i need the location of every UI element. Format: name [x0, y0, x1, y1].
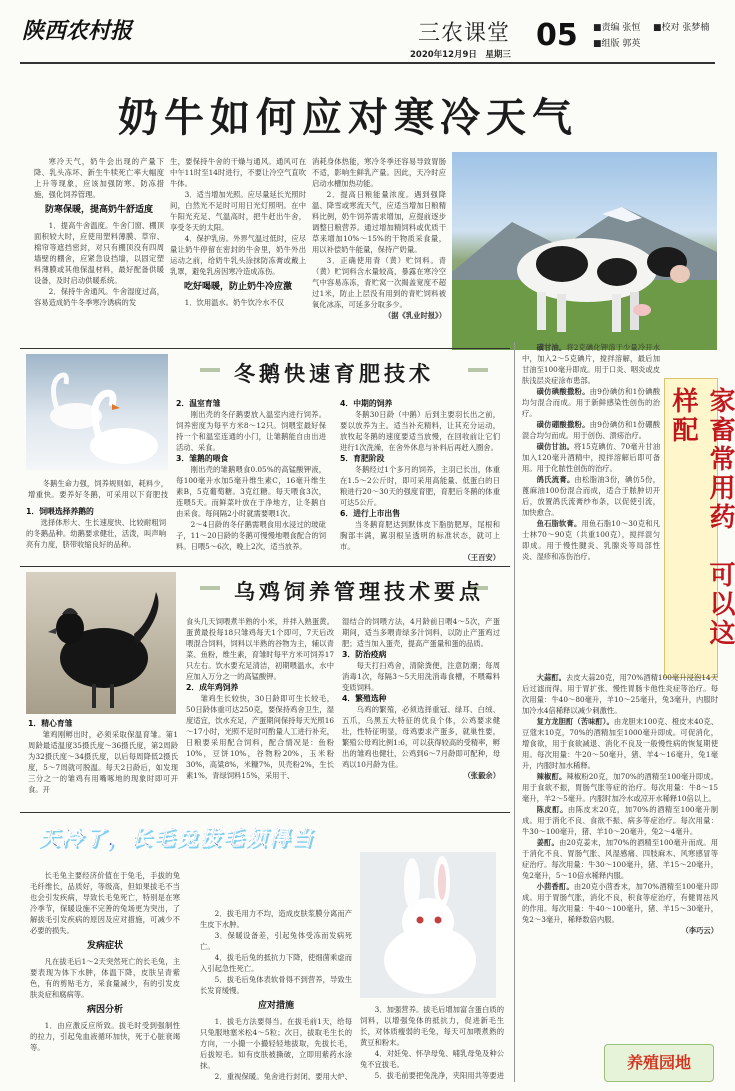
lead-subhead-2: 吃好喝暖，防止奶牛冷应激 [183, 282, 292, 292]
page-number: 05 [536, 18, 578, 53]
goose-title-bar [200, 368, 220, 372]
medicine-item-name: 磺甘油。 [536, 343, 567, 352]
cow-photo [452, 152, 717, 350]
medicine-item-name: 磺仿甘油。 [536, 442, 574, 451]
swan-illustration [26, 354, 168, 470]
chicken-article [20, 566, 510, 809]
medicine-item [522, 518, 660, 562]
goose-para: 冬鹅经过1个多月的饲养，主羽已长出，体重在1.5～2公斤时，即可采用高能量、低蛋白的日粮进行20～30天的强度育肥，育肥后冬鹅的体重可达5公斤。 [340, 465, 500, 507]
goose-para: 当冬鹅育肥达到默体皮下脂肪肥厚，尾根和胸部丰满，翼羽根呈透明的标准状态，就可上市。 [340, 520, 500, 551]
chicken-para: 湿结合的饲喂方法，4月龄前日喂4～5次，产蛋期间，适当多喂青绿多汁饲料，以防止产蛋鸡过肥；适当加入蛋壳，提高产蛋量和蛋的品质。 [342, 617, 500, 648]
chicken-source: （张毅余） [463, 771, 500, 780]
rabbit-article [20, 812, 510, 1082]
medicine-item-name: 大蒜酊。 [536, 673, 567, 682]
chicken-para: 雏鸡刚孵出时，必须采取保温育雏。第1周龄最适温度35摄氏度～36摄氏度，第2周龄为32摄氏度～34摄氏度，以后每周降低2摄氏度，5～7周就可脱温。每天2日龄后，如发现三分之一的雏鸡有用嘴啄地的现象时即可开食。开 [28, 730, 178, 794]
rabbit-title: 天冷了，长毛兔拔毛须得当 [38, 826, 314, 850]
medicine-item [522, 342, 660, 386]
medicine-item-text: 辣椒粉20克，加70%的酒精至100毫升即成。用于食欲不振，胃肠气胀等症的治疗。每次用量：牛8～15毫升，羊2～5毫升。内服时加冷水或凉开水稀释10倍以上。 [522, 772, 718, 803]
goose-subhead: 6．进行上市出售 [340, 509, 401, 518]
rabbit-para: 2．拔毛用力不均，造成皮肤浆膜分离而产生皮下水肿。 [200, 909, 352, 929]
column-divider [514, 342, 515, 1082]
medicine-item [522, 474, 660, 518]
medicine-list-continued [522, 672, 718, 1042]
section-divider [20, 348, 510, 349]
medicine-item-name: 辣椒酊。 [536, 772, 567, 781]
rabbit-para: 5．拔毛前要把兔洗净，夹阳用共等要进 [374, 1071, 504, 1080]
goose-title-strip [200, 358, 490, 398]
section-title: 三农课堂 [418, 21, 511, 46]
goose-para: 刚出壳的雏鹅喂食0.05%的高锰酸钾液，每100毫升水加5毫升维生素C，16毫升维生素B，5克葡萄糖。3克红糖。每天喂食3次，连喂5天。而鲜菜叶放在于净地方，让冬鹅自由采食。每间隔2小时就需要喂1次。 [176, 465, 326, 518]
lead-para: 4．保护乳房。外界气温过低时，应尽量让奶牛停留在密封的牛舍里，奶牛外出运动之前，给奶牛乳头涂抹防冻膏或戴上乳罩，避免乳房因寒冷造成冻伤。 [170, 234, 306, 276]
rabbit-para: 4．对妊兔、怀孕母兔、哺乳母兔及种公兔不宜拔毛。 [360, 1049, 504, 1069]
lead-title: 奶牛如何应对寒冷天气 [118, 95, 578, 141]
medicine-item [522, 881, 718, 925]
lead-intro: 寒冷天气，奶牛会出现的产量下降、乳头冻坏、新生牛犊死亡率大幅度上升等现象，应该加强防寒、防冻措施，强化饲养管理。 [34, 157, 164, 199]
rabbit-col3 [360, 1004, 504, 1080]
rabbit-subhead: 发病症状 [86, 941, 123, 951]
goose-article [20, 348, 510, 563]
medicine-item [522, 386, 660, 419]
medicine-item [522, 837, 718, 881]
goose-title: 冬鹅快速育肥技术 [234, 362, 434, 386]
goose-para: 刚出壳的冬仔鹅要放入温室内进行饲养。饲养密度为每平方米8～12只。饲喂室最好保持一个和温室连通的小门，让雏鹅能自由出进活动、采食。 [176, 410, 326, 452]
cow-illustration [452, 152, 717, 350]
lead-para: 3．适当增加光照。应尽量延长光照时间，白然光不足时可用日光灯照明。在中午阳光充足、气温高时，把牛赶出牛舍，享受冬天的太阳。 [170, 190, 306, 232]
newspaper-logo: 陕西农村报 [22, 18, 133, 44]
goose-col3 [340, 398, 500, 563]
lead-col3 [312, 156, 446, 356]
medicine-item-text: 由20克姜末，加70%的酒精至100毫升而成。用于消化不良、胃肠气胀、风湿感痛、四肢麻木、风寒感冒等症治疗。每次用量：牛30～100毫升，猪、羊15～20毫升，兔2毫升，5～10倍水稀释内服。 [522, 838, 718, 880]
medicine-item-text: 去皮大蒜20克，用70%酒精100毫升浸泡14天后过滤而得。用于胃扩张、慢性胃肠卡他性炎症等治疗。每次用量：牛40～80毫升，羊10～25毫升，兔3毫升，内服时加冷水4倍稀释以减少刺激性。 [522, 673, 718, 715]
lead-para: 2．保持牛舍通风。牛舍湿度过高，容易造成奶牛冬季寒冷诱病的发 [34, 287, 164, 307]
chicken-para: 雏鸡生长较快，30日龄即可生长较毛，50日龄体重可达250克，要保持鸡舍卫生，湿度适宜，饮水充足，产蛋期间保持每天光照16～17小时，光照不足时可酌量人工进行补充，日粮要采用配合饲料，配合情况是：鱼粉10%，豆饼10%，谷物粉20%，玉米粉30%，高粱8%，米糠7%，贝壳粉2%，生长素1%，青绿饲料15%，采用干、 [186, 694, 334, 780]
chicken-subhead: 4．繁殖选种 [342, 694, 387, 703]
chicken-col3 [342, 616, 500, 808]
goose-subhead: 3．雏鹅的喂食 [176, 454, 229, 463]
swan-photo [26, 354, 168, 470]
medicine-item-name: 姜酊。 [536, 838, 559, 847]
rabbit-para: 5．拔毛后兔体表软骨得不到营养，导致生长发育缓慢。 [200, 975, 352, 995]
rabbit-para: 4．拔毛后兔的抵抗力下降，使细菌乘虚而入引起急性死亡。 [200, 953, 352, 973]
goose-col1 [26, 506, 166, 562]
layout-credit: ■组版 郭英 [593, 39, 641, 49]
editor-credit: ■责编 张恒 [593, 23, 641, 33]
medicine-item [522, 804, 718, 837]
rabbit-para: 凡在拔毛后1～2天突然死亡的长毛兔，主要表现为体下水肿，体温下降，皮肤呈青紫色，有的剪贴毛方，采食量减少，有的引发皮肤炎症和腐病等。 [30, 957, 180, 999]
chicken-col2 [186, 616, 334, 808]
chicken-para: 乌鸡的繁殖，必须选择重冠、绿耳、白绒、五爪，乌黑五大特征的优良个体，公鸡要求健壮，性特征明显，母鸡要求产蛋多，就巢性要，繁殖公母鸡比例1:6，可以获得较高的受精率，孵出的雏鸡也健壮，公鸡到6～7月龄即可配种，母鸡以10月龄为佳。 [342, 705, 500, 769]
goose-source: （王百安） [463, 553, 500, 562]
rabbit-subhead: 病因分析 [86, 1005, 123, 1015]
goose-para: 选择体形大、生长速度快、比较耐粗饲的冬鹅品种。幼鹅要求健壮，活泼，叫声响亮有力度，脐带收缩良好的品种。 [26, 518, 166, 549]
masthead [0, 0, 735, 62]
section-divider [20, 812, 510, 813]
lead-para: 生，要保持牛舍的干燥与通风。通风可在中午11时至14时进行，不要让冷空气直吹牛体。 [170, 157, 306, 188]
medicine-item-name: 陈皮酊。 [536, 805, 568, 814]
rabbit-subhead: 应对措施 [257, 1001, 294, 1011]
lead-para: 1．提高牛舍温度。牛舍门窗、棚顶面积较大时，应使用塑料薄膜、草帘、棉帘等遮挡密封，对只有棚顶没有四周墙壁的棚舍，应紧急设挡墙，以固定塑料薄膜或其他保温材料，最好配备供暖设备，及时启动供暖系统。 [34, 221, 164, 285]
medicine-item [522, 771, 718, 804]
chicken-title-bar [200, 586, 220, 590]
medicine-item-name: 鸽氏流膏。 [536, 475, 575, 484]
chicken-para: 食头几天饲喂煮半熟的小米，并拌入熟蛋黄。蛋黄最投每18只雏鸡每天1个即可，7天后改喂混合饲料，饲料以半熟的谷物为主，辅以青菜、鱼粉，维生素，育雏时每平方米可饲养17只左右。饮水要充足清洁，初期喂温水，水中应加入万分之一的高锰酸钾。 [186, 617, 334, 681]
farm-badge-label: 养殖园地 [626, 1053, 691, 1072]
medicine-item-text: 由龙胆末100克、橙皮末40克、豆蔻末10克，70%的酒精加至1000毫升即成。可促消化，增食欲，用于食欲减退、消化不良及一般慢性病的恢复期使用。每次用量：牛20～50毫升，猪、羊4～16毫升，兔1毫升，内服时加水稀释。 [522, 717, 718, 770]
black-chicken-photo [26, 572, 176, 714]
goose-subhead: 2．温室育雏 [176, 399, 221, 408]
medicine-item-name: 复方龙胆酊（苦味酊）。 [536, 717, 614, 726]
lead-para: 消耗身体热能，寒冷冬季还容易导致胃肠不适，影响生鲜乳产量。因此，天冷时应启动水槽加热功能。 [312, 157, 446, 188]
medicine-list [522, 342, 660, 672]
rabbit-photo [360, 852, 496, 998]
medicine-item-name: 磺仿碘酸撒粉。 [536, 387, 590, 396]
goose-subhead: 1．饲喂选择养鹅的 [26, 507, 94, 516]
medicine-item-name: 磺仿硼酸撒粉。 [536, 420, 590, 429]
medicine-title-box [664, 378, 735, 678]
medicine-item-text: 由9份碘仿和1份硼酸混合均匀而成。用于创伤、溃疡治疗。 [522, 420, 660, 440]
medicine-item-text: 由9份碘仿和1份碘酸均匀混合而成。用于新鲜感染性创伤的治疗。 [522, 387, 660, 418]
rabbit-para: 3．加强营养。拔毛后增加富含蛋白质的饲料，以增强兔体的抵抗力，促进新毛生长，对体质瘦弱的毛兔，每天可加喂煮熟的黄豆和粉末。 [360, 1005, 504, 1047]
rabbit-col2 [200, 908, 352, 1080]
medicine-item [522, 419, 660, 441]
chicken-col1 [28, 718, 178, 808]
medicine-title: 家畜常用药 可以这样配 [668, 387, 735, 648]
date-line: 2020年12月9日 星期三 [410, 50, 511, 60]
chicken-illustration [26, 572, 176, 714]
medicine-item [522, 441, 660, 474]
lead-para: 3．正确使用青（黄）贮饲料。青（黄）贮饲料含水量较高，暴露在寒冷空气中容易冻冻，青贮窝一次揭盖宽度不超过1米，防止上层没有用到的青贮饲料被氧化冰冻，可延多分取多少。 [312, 256, 446, 309]
rabbit-para: 1．拔毛方法要得当。在拔毛前1天，给每只兔服地塞米松4～5粒；次日，拔取毛生长的方向，一小撮一小撮轻轻地拔取，先拔长毛，后拔短毛。如有皮肤被撕破，立即用紫药水涂抹。 [200, 1017, 352, 1070]
chicken-title: 乌鸡饲养管理技术要点 [234, 580, 484, 604]
lead-subhead-1: 防寒保暖，提高奶牛舒适度 [44, 205, 153, 215]
rabbit-para: 2．重视保暖。兔舍进行封闭，要用大炉、 [214, 1072, 352, 1080]
goose-para: 2～4日龄的冬仔鹅需喂食用水浸过的玻砒子，11～20日龄的冬鹅可慢慢地喂食配合的饲料。日喂5～6次，晚上2次，适当放养。 [176, 520, 326, 551]
goose-title-bar [468, 368, 488, 372]
medicine-item-text: 由陈皮末20克，加70%的酒精至100毫升制成。用于消化不良、食欲不振、病多等症治疗。每次用量：牛30～100毫升，猪、羊10～20毫升，兔2～4毫升。 [522, 805, 718, 836]
medicine-item-text: 由20克小茴香末，加70%酒精至100毫升即成。用于胃肠气胀，消化不良，积食等症治疗，有健胃祛风的作用。每次用量：牛40～100毫升，猪、羊15～30毫升，兔2～3毫升，稀释数倍内服。 [522, 882, 718, 924]
farm-badge [604, 1044, 714, 1082]
chicken-title-strip [200, 576, 490, 616]
lead-article [0, 66, 735, 342]
medicine-article [514, 342, 735, 1087]
rabbit-para: 1．由应激反应所致。拔毛时受到强制性的拉力，引起兔血液循环加快，死于心脏衰竭等。 [30, 1021, 180, 1052]
lead-col2 [170, 156, 306, 356]
medicine-item [522, 716, 718, 771]
lead-source: （据《乳业时报》） [383, 311, 446, 320]
medicine-item-text: 将2克碘化钾溶于少量冷开水中，加入2～5克碘片，搅拌溶解，最后加甘油至100毫升即成。用于口炎、咽炎或皮肤浅层炎症涂布患部。 [522, 343, 660, 385]
masthead-rule [20, 62, 715, 64]
medicine-item-text: 用鱼石脂10～30克和凡士林70～90克（共重100克），搅拌混匀即成。用于慢性腱炎、乳腺炎等局部性炎、湿疹和冻伤治疗。 [522, 519, 660, 561]
chicken-subhead: 3．防治疫病 [342, 650, 387, 659]
lead-para: 2．提高日粮能量浓度。遇到强降温、降雪或寒流天气，应适当增加日粮精料比例，奶牛饲养需求增加，应提前逐步调整日粮营养。通过增加精饲料或优质干草来增加10%～15%的干物质采食量，用以补偿奶牛能量，保持产奶量。 [312, 190, 446, 254]
medicine-source: （李巧云） [681, 926, 718, 935]
chicken-para: 每天打扫鸡舍，清除粪便，注意防潮；每周消毒1次，每隔3～5天用洗消毒食槽，不喂霉料变质饲料。 [342, 661, 500, 692]
goose-para: 冬鹅30日龄（中鹅）后到主要羽长出之前，要以放养为主。适当补充精料，让其充分运动，放牧起冬鹅的速度要适当放慢，在回收前让它们进行1次洗澡，在舍外休息与补料后再赶入圈舍。 [340, 410, 500, 452]
proof-credit: ■校对 张梦楠 [653, 23, 710, 33]
medicine-item-text: 将15克碘仿、70毫升甘油加入120毫升酒精中，搅拌溶解后即可备用。用于化脓性创伤的治疗。 [522, 442, 660, 473]
medicine-item-name: 鱼石脂软膏。 [536, 519, 582, 528]
rabbit-col1 [30, 870, 180, 1080]
goose-subhead: 4．中期的饲养 [340, 399, 393, 408]
lead-col1 [34, 156, 164, 356]
rabbit-para: 3．保暖设备差，引起兔体受冻而发病死亡。 [200, 931, 352, 951]
rabbit-para: 长毛兔主要经济价值在于兔毛，手拔的兔毛纤维长，品质好，等级高，但如果拔毛不当也会引发疾病，导致长毛兔死亡，特别是在寒冷季节，保暖设施不完善的兔场更为突出，了解拔毛引发疾病的原因及应对措施，可减少不必要的损失。 [30, 871, 180, 935]
lead-para: 1．饮用温水。奶牛饮冷水不仅 [184, 298, 285, 307]
medicine-item-name: 小茴香酊。 [536, 882, 574, 891]
goose-caption: 冬鹅生命力强，饲养规则如，耗料少，增重快。要养好冬鹅，可采用以下育肥技 [28, 479, 168, 499]
rabbit-illustration [360, 852, 496, 998]
section-divider [20, 566, 510, 567]
medicine-item [522, 672, 718, 716]
goose-subhead: 5．育肥阶段 [340, 454, 385, 463]
chicken-subhead: 1．精心育雏 [28, 719, 73, 728]
chicken-subhead: 2．成年鸡饲养 [186, 683, 239, 692]
medicine-item-text: 由松脂油3份，碘仿5份，蓖麻油100份混合而成，适合于脓肿切开后，放置鸽氏流膏纱布条，以促使引流，加快愈合。 [522, 475, 660, 517]
goose-col2 [176, 398, 326, 563]
